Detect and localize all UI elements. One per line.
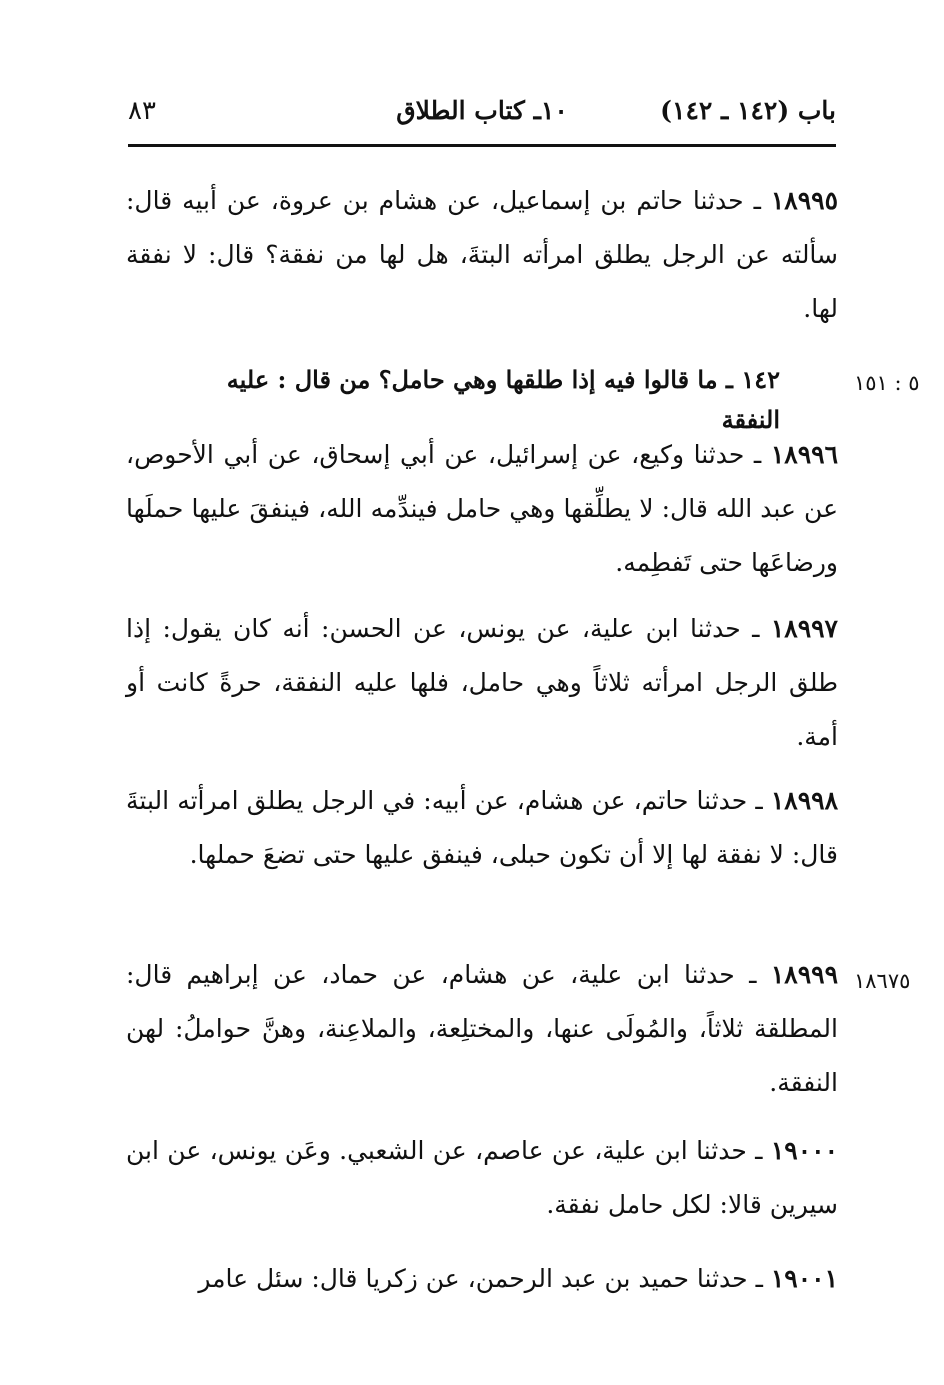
hadith-entry bbox=[126, 1124, 838, 1232]
hadith-entry bbox=[126, 948, 838, 1110]
hadith-text: ـ حدثنا وكيع، عن إسرائيل، عن أبي إسحاق، عن أبي الأحوص، عن عبد الله قال: لا يطلِّقها وهي حامل فيندِّمه الله، فينفقَ عليها حملَها ورضاعَها حتى تَفطِمه. bbox=[126, 440, 838, 577]
hadith-number: ١٩٠٠١ bbox=[770, 1264, 838, 1293]
page-number: ٨٣ bbox=[128, 96, 156, 126]
chapter-title: ـ ما قالوا فيه إذا طلقها وهي حامل؟ من قال : عليه النفقة bbox=[226, 365, 780, 434]
hadith-number: ١٨٩٩٦ bbox=[770, 440, 838, 469]
hadith-text: ـ حدثنا ابن علية، عن يونس، عن الحسن: أنه كان يقول: إذا طلق الرجل امرأته ثلاثاً وهي حامل، فلها عليه النفقة، حرةً كانت أو أمة. bbox=[126, 614, 838, 751]
hadith-number: ١٨٩٩٩ bbox=[770, 960, 839, 989]
hadith-text: ـ حدثنا حاتم بن إسماعيل، عن هشام بن عروة، عن أبيه قال: سألته عن الرجل يطلق امرأته البتةَ، هل لها من نفقة؟ قال: لا نفقة لها. bbox=[126, 186, 838, 323]
hadith-number: ١٨٩٩٥ bbox=[770, 186, 838, 215]
margin-reference: ١٨٦٧٥ bbox=[854, 969, 911, 993]
hadith-entry bbox=[126, 602, 838, 764]
hadith-number: ١٨٩٩٧ bbox=[770, 614, 838, 643]
header-rule bbox=[128, 144, 836, 147]
hadith-entry bbox=[126, 1252, 838, 1306]
hadith-text: ـ حدثنا ابن علية، عن هشام، عن حماد، عن إبراهيم قال: المطلقة ثلاثاً، والمُولَى عنها، والمختلِعة، والملاعِنة، وهنَّ حواملُ: لهن النفقة. bbox=[126, 960, 838, 1097]
hadith-text: ـ حدثنا ابن علية، عن عاصم، عن الشعبي. وعَن يونس، عن ابن سيرين قالا: لكل حامل نفقة. bbox=[126, 1136, 838, 1219]
hadith-text: ـ حدثنا حاتم، عن هشام، عن أبيه: في الرجل يطلق امرأته البتةَ قال: لا نفقة لها إلا أن تكون حبلى، فينفق عليها حتى تضعَ حملها. bbox=[126, 786, 838, 869]
margin-reference: ٥ : ١٥١ bbox=[854, 371, 920, 395]
hadith-entry bbox=[126, 774, 838, 882]
hadith-entry bbox=[126, 428, 838, 590]
hadith-number: ١٨٩٩٨ bbox=[770, 786, 838, 815]
running-header bbox=[128, 96, 836, 140]
section-range: باب (١٤٢ ـ ١٤٢) bbox=[660, 96, 836, 125]
hadith-entry bbox=[126, 174, 838, 336]
chapter-number: ١٤٢ bbox=[741, 365, 780, 394]
hadith-text: ـ حدثنا حميد بن عبد الرحمن، عن زكريا قال: سئل عامر bbox=[198, 1264, 763, 1293]
book-title: ١٠ـ كتاب الطلاق bbox=[396, 96, 568, 125]
hadith-number: ١٩٠٠٠ bbox=[770, 1136, 839, 1165]
